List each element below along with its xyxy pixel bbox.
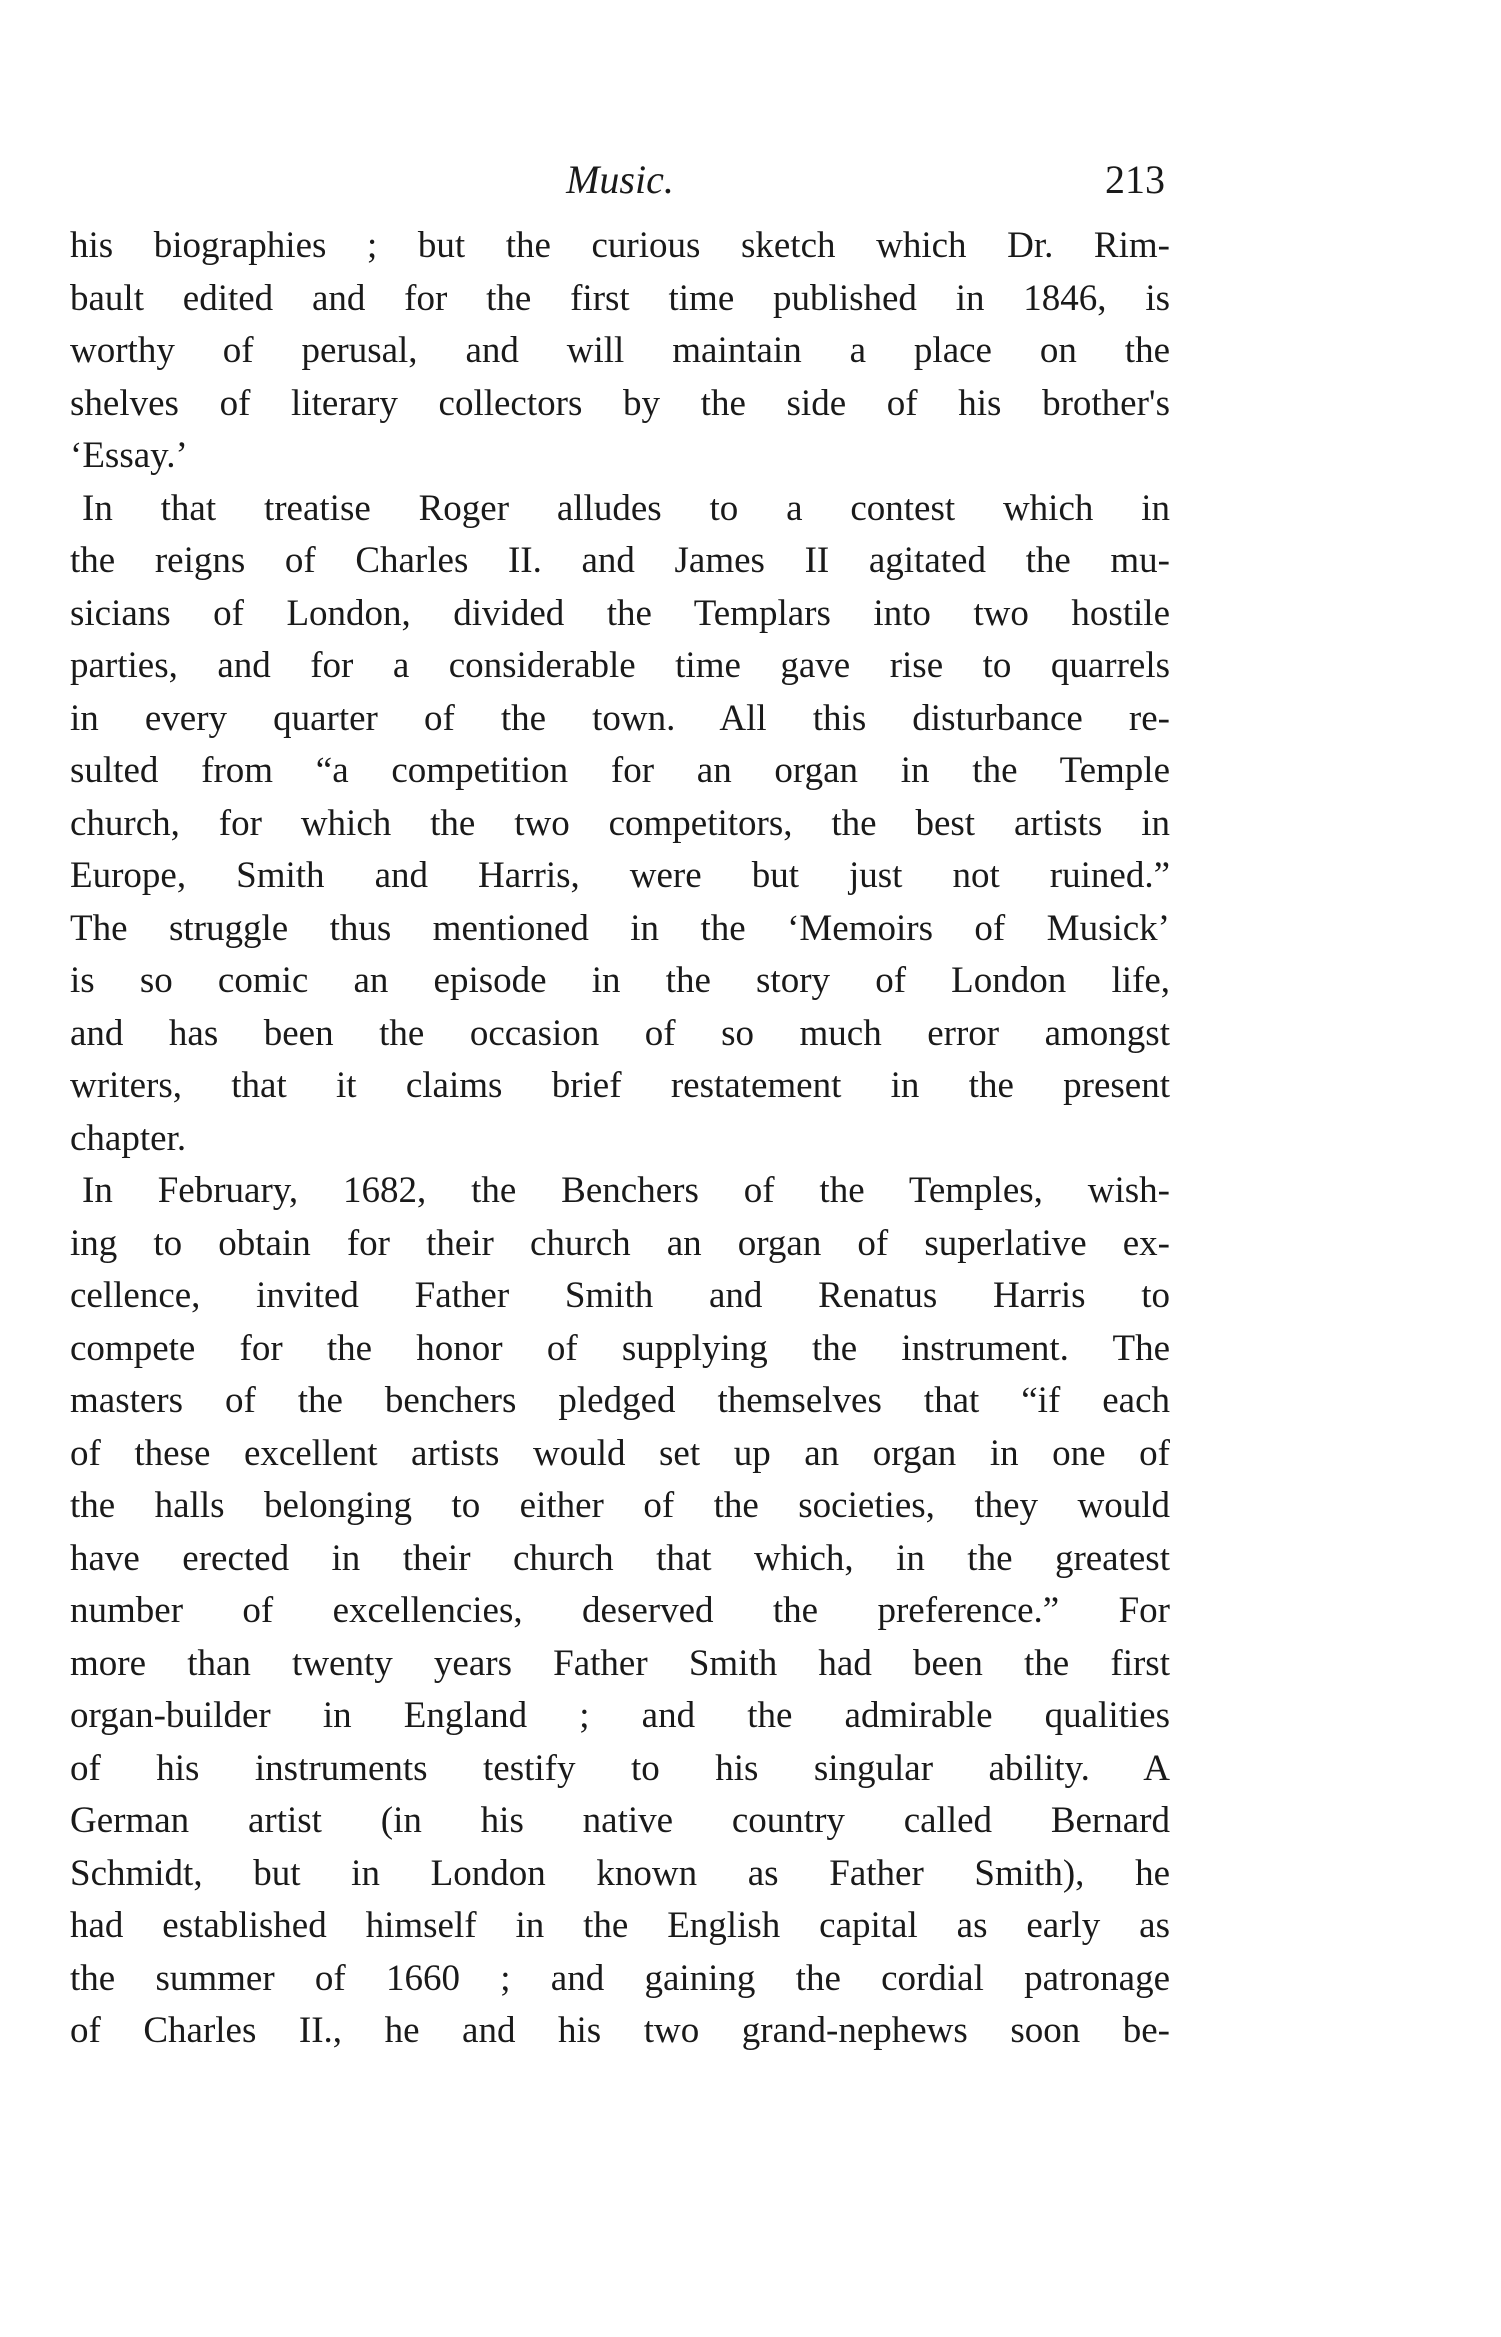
paragraph-2 bbox=[70, 483, 1170, 1166]
text-line: is so comic an episode in the story of London life, bbox=[70, 960, 1170, 1001]
text-line: Europe, Smith and Harris, were but just not ruined.” bbox=[70, 855, 1170, 896]
text-line: German artist (in his native country called Bernard bbox=[70, 1800, 1170, 1841]
paragraph-3 bbox=[70, 1165, 1170, 2058]
text-line: In February, 1682, the Benchers of the Temples, wish- bbox=[82, 1170, 1170, 1211]
text-line: chapter. bbox=[70, 1117, 187, 1159]
text-line: writers, that it claims brief restatement in the present bbox=[70, 1065, 1170, 1106]
text-line: the reigns of Charles II. and James II agitated the mu- bbox=[70, 540, 1170, 581]
text-line: had established himself in the English capital as early as bbox=[70, 1905, 1170, 1946]
text-line: ‘Essay.’ bbox=[70, 435, 188, 476]
text-line: The struggle thus mentioned in the ‘Memoirs of Musick’ bbox=[70, 907, 1170, 949]
text-line: of Charles II., he and his two grand-nephews soon be- bbox=[70, 2010, 1170, 2051]
running-title: Music. bbox=[566, 157, 674, 202]
text-line: parties, and for a considerable time gave rise to quarrels bbox=[70, 645, 1170, 686]
text-line: shelves of literary collectors by the side of his brother's bbox=[70, 382, 1170, 424]
text-line: church, for which the two competitors, the best artists in bbox=[70, 802, 1170, 844]
text-line: more than twenty years Father Smith had been the first bbox=[70, 1642, 1170, 1684]
text-line: Schmidt, but in London known as Father Smith), he bbox=[70, 1852, 1170, 1894]
text-line: of these excellent artists would set up an organ in one of bbox=[70, 1432, 1170, 1474]
text-line: number of excellencies, deserved the preference.” For bbox=[70, 1590, 1170, 1631]
text-line: worthy of perusal, and will maintain a place on the bbox=[70, 330, 1170, 371]
page-number: 213 bbox=[1105, 157, 1165, 202]
text-line: ing to obtain for their church an organ of superlative ex- bbox=[70, 1222, 1170, 1264]
text-line: In that treatise Roger alludes to a contest which in bbox=[82, 487, 1170, 529]
body-text bbox=[70, 220, 1170, 2058]
text-line: of his instruments testify to his singular ability. A bbox=[70, 1747, 1170, 1789]
text-line: the halls belonging to either of the societies, they would bbox=[70, 1485, 1170, 1526]
text-line: sicians of London, divided the Templars into two hostile bbox=[70, 592, 1170, 634]
text-line: bault edited and for the first time published in 1846, is bbox=[70, 277, 1170, 319]
text-line: sulted from “a competition for an organ in the Temple bbox=[70, 750, 1170, 791]
text-line: the summer of 1660 ; and gaining the cordial patronage bbox=[70, 1957, 1170, 1999]
text-line: cellence, invited Father Smith and Renatus Harris to bbox=[70, 1275, 1170, 1316]
text-line: have erected in their church that which, in the greatest bbox=[70, 1537, 1170, 1579]
text-line: in every quarter of the town. All this disturbance re- bbox=[70, 697, 1170, 739]
running-head bbox=[75, 150, 1165, 210]
text-line: and has been the occasion of so much error amongst bbox=[70, 1012, 1170, 1054]
text-line: organ-builder in England ; and the admirable qualities bbox=[70, 1695, 1170, 1736]
text-line: masters of the benchers pledged themselves that “if each bbox=[70, 1380, 1170, 1421]
paragraph-1 bbox=[70, 220, 1170, 483]
text-line: compete for the honor of supplying the instrument. The bbox=[70, 1327, 1170, 1369]
text-line: his biographies ; but the curious sketch which Dr. Rim- bbox=[70, 225, 1170, 266]
